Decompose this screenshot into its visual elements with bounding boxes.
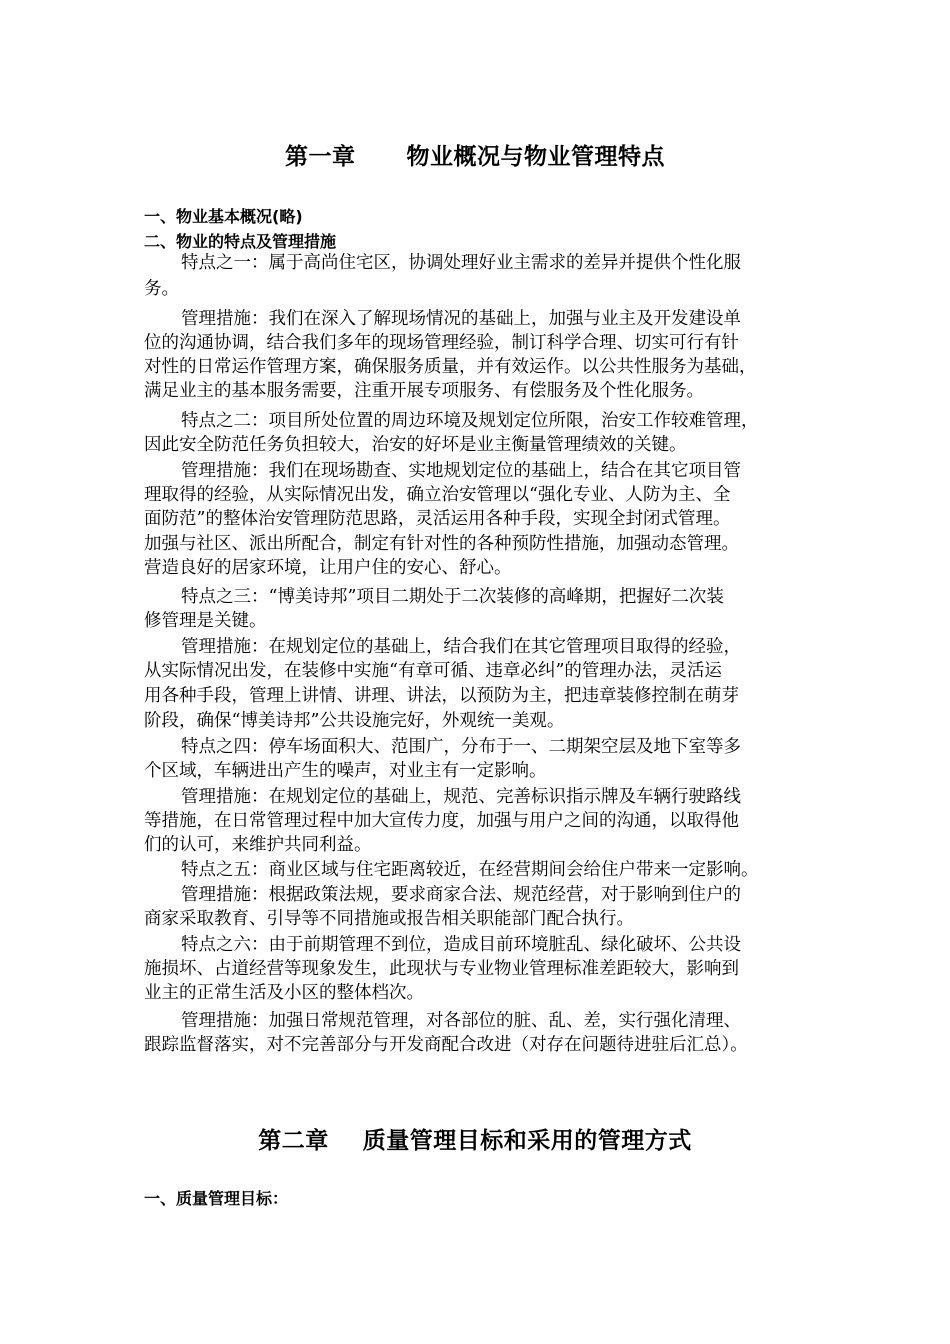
body-line: 特点之六：由于前期管理不到位，造成目前环境脏乱、绿化破坏、公共设 <box>181 935 741 955</box>
body-line: 特点之四：停车场面积大、范围广，分布于一、二期架空层及地下室等多 <box>181 737 741 757</box>
body-line: 施损坏、占道经营等现象发生，此现状与专业物业管理标准差距较大，影响到 <box>144 959 739 979</box>
body-line: 管理措施：根据政策法规，要求商家合法、规范经营，对于影响到住户的 <box>181 885 741 905</box>
body-line: 管理措施：在规划定位的基础上，结合我们在其它管理项目取得的经验， <box>181 637 741 657</box>
body-line: 用各种手段，管理上讲情、讲理、讲法，以预防为主，把违章装修控制在萌芽 <box>144 686 739 706</box>
body-line: 特点之五：商业区域与住宅距离较近，在经营期间会给住户带来一定影响。 <box>181 860 759 880</box>
section-heading-features-measures: 二、物业的特点及管理措施 <box>144 232 337 251</box>
body-line: 理取得的经验，从实际情况出发，确立治安管理以“强化专业、人防为主、全 <box>144 485 731 505</box>
body-line: 跟踪监督落实，对不完善部分与开发商配合改进（对存在问题待进驻后汇总）。 <box>144 1035 748 1055</box>
section-heading-quality-goal: 一、质量管理目标： <box>144 1189 289 1208</box>
body-line: 位的沟通协调，结合我们多年的现场管理经验，制订科学合理、切实可行有针 <box>144 333 739 353</box>
body-line: 从实际情况出发，在装修中实施“有章可循、违章必纠”的管理办法，灵活运 <box>144 661 722 681</box>
body-line: 加强与社区、派出所配合，制定有针对性的各种预防性措施，加强动态管理。 <box>144 534 739 554</box>
body-line: 管理措施：加强日常规范管理，对各部位的脏、乱、差，实行强化清理、 <box>181 1011 741 1031</box>
body-line: 阶段，确保“博美诗邦”公共设施完好，外观统一美观。 <box>144 711 565 731</box>
body-line: 营造良好的居家环境，让用户住的安心、舒心。 <box>144 558 512 578</box>
body-line: 对性的日常运作管理方案，确保服务质量，并有效运作。以公共性服务为基础， <box>144 357 757 377</box>
body-line: 个区域，车辆进出产生的噪声，对业主有一定影响。 <box>144 761 547 781</box>
body-line: 因此安全防范任务负担较大，治安的好坏是业主衡量管理绩效的关键。 <box>144 435 687 455</box>
section-heading-property-overview: 一、物业基本概况(略) <box>144 207 303 226</box>
body-line: 满足业主的基本服务需要，注重开展专项服务、有偿服务及个性化服务。 <box>144 381 704 401</box>
body-line: 管理措施：我们在现场勘查、实地规划定位的基础上，结合在其它项目管 <box>181 461 741 481</box>
body-line: 特点之一：属于高尚住宅区，协调处理好业主需求的差异并提供个性化服 <box>181 253 741 273</box>
body-line: 管理措施：我们在深入了解现场情况的基础上，加强与业主及开发建设单 <box>181 309 741 329</box>
body-line: 特点之二：项目所处位置的周边环境及规划定位所限，治安工作较难管理， <box>181 411 759 431</box>
chapter-2-title: 第二章 质量管理目标和采用的管理方式 <box>258 1128 692 1154</box>
body-line: 们的认可，来维护共同利益。 <box>144 835 372 855</box>
body-line: 修管理是关键。 <box>144 611 267 631</box>
body-line: 等措施，在日常管理过程中加大宣传力度，加强与用户之间的沟通，以取得他 <box>144 811 739 831</box>
body-line: 管理措施：在规划定位的基础上，规范、完善标识指示牌及车辆行驶路线 <box>181 787 741 807</box>
chapter-1-title: 第一章 物业概况与物业管理特点 <box>284 144 666 170</box>
body-line: 商家采取教育、引导等不同措施或报告相关职能部门配合执行。 <box>144 909 634 929</box>
body-line: 务。 <box>144 279 179 299</box>
body-line: 特点之三：“博美诗邦”项目二期处于二次装修的高峰期，把握好二次装 <box>181 587 724 607</box>
body-line: 面防范”的整体治安管理防范思路，灵活运用各种手段，实现全封闭式管理。 <box>144 509 731 529</box>
body-line: 业主的正常生活及小区的整体档次。 <box>144 983 424 1003</box>
